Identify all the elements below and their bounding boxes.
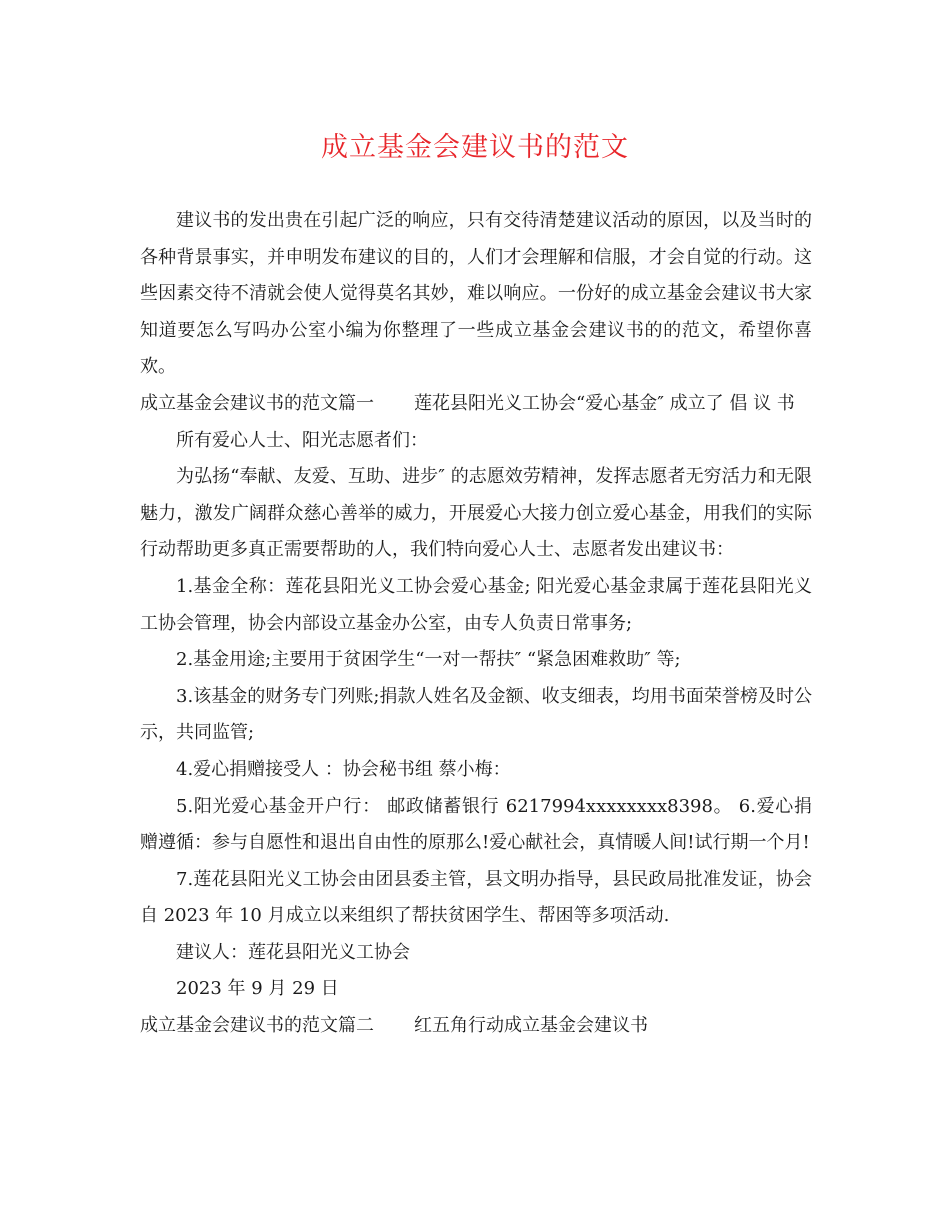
list-item: 3.该基金的财务专门列账;捐款人姓名及金额、收支细表，均用书面荣誉榜及时公示，共同监管; bbox=[140, 685, 812, 744]
intro-paragraph: 建议书的发出贵在引起广泛的响应，只有交待清楚建议活动的原因，以及当时的各种背景事实，并申明发布建议的目的，人们才会理解和信服，才会自觉的行动。这些因素交待不清就会使人觉得莫名其妙，难以响应。一份好的成立基金会建议书大家知道要怎么写吗办公室小编为你整理了一些成立基金会建议书的的范文，希望你喜欢。 bbox=[140, 210, 812, 378]
list-item: 5.阳光爱心基金开户行： 邮政储蓄银行 6217994xxxxxxxx8398。 6.爱心捐赠遵循：参与自愿性和退出自由性的原那么!爱心献社会，真情暖人间!试行期一个月! bbox=[140, 795, 812, 854]
list-item: 1.基金全称：莲花县阳光义工协会爱心基金; 阳光爱心基金隶属于莲花县阳光义工协会管理，协会内部设立基金办公室，由专人负责日常事务; bbox=[140, 575, 812, 634]
section-heading-1 bbox=[140, 386, 812, 423]
section-2-subtitle: 红五角行动成立基金会建议书 bbox=[414, 1015, 648, 1037]
document-title: 成立基金会建议书的范文 bbox=[321, 132, 629, 163]
section-1-subtitle: 莲花县阳光义工协会“爱心基金″ 成立了 倡 议 书 bbox=[414, 392, 795, 414]
section-heading-2 bbox=[140, 1008, 812, 1045]
section-2-label: 成立基金会建议书的范文篇二 bbox=[140, 1015, 374, 1037]
signature: 建议人：莲花县阳光义工协会 bbox=[176, 941, 410, 963]
list-item: 2.基金用途;主要用于贫困学生“一对一帮扶″ “紧急困难救助″ 等; bbox=[176, 649, 681, 671]
list-item: 7.莲花县阳光义工协会由团县委主管，县文明办指导，县民政局批准发证，协会自 2023 年 10 月成立以来组织了帮扶贫困学生、帮困等多项活动. bbox=[140, 868, 812, 927]
date: 2023 年 9 月 29 日 bbox=[176, 978, 339, 1000]
document-body bbox=[140, 203, 812, 1045]
greeting: 所有爱心人士、阳光志愿者们： bbox=[176, 429, 428, 451]
paragraph-1: 为弘扬“奉献、友爱、互助、进步″ 的志愿效劳精神，发挥志愿者无穷活力和无限魅力，激发广阔群众慈心善举的威力，开展爱心大接力创立爱心基金，用我们的实际行动帮助更多真正需要帮助的人，我们特向爱心人士、志愿者发出建议书： bbox=[140, 466, 812, 561]
section-1-label: 成立基金会建议书的范文篇一 bbox=[140, 392, 374, 414]
list-item: 4.爱心捐赠接受人 ：协会秘书组 蔡小梅： bbox=[176, 758, 511, 780]
